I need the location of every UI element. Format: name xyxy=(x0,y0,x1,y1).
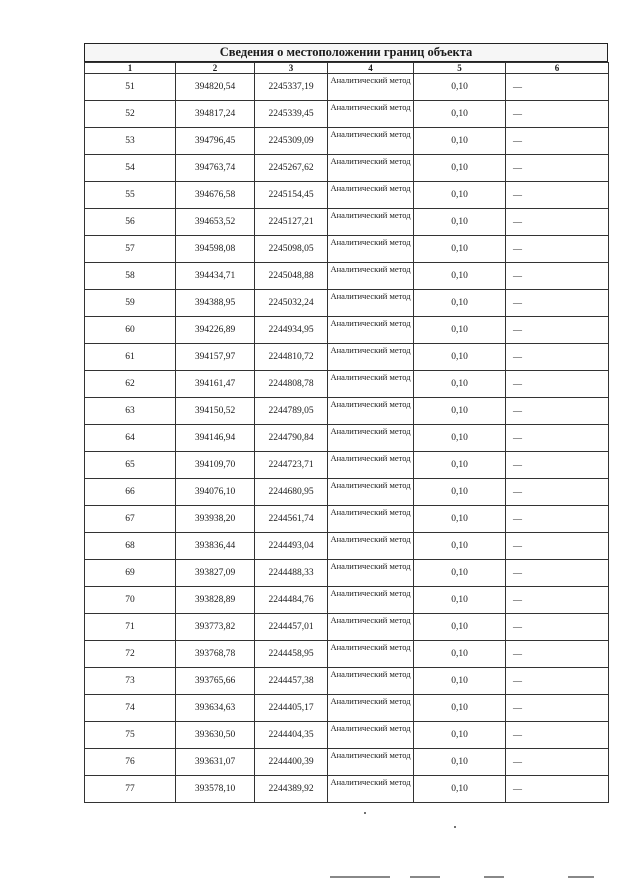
method-cell: Аналитический метод xyxy=(328,425,414,452)
note-cell: — xyxy=(506,128,609,155)
boundary-table-sheet xyxy=(84,43,608,803)
table-row xyxy=(85,479,609,506)
point-number-cell: 54 xyxy=(85,155,176,182)
method-cell: Аналитический метод xyxy=(328,668,414,695)
note-cell: — xyxy=(506,506,609,533)
method-cell: Аналитический метод xyxy=(328,317,414,344)
x-coordinate-cell: 393578,10 xyxy=(176,776,255,803)
accuracy-cell: 0,10 xyxy=(414,209,506,236)
note-cell: — xyxy=(506,722,609,749)
y-coordinate-cell: 2245337,19 xyxy=(255,74,328,101)
table-title: Сведения о местоположении границ объекта xyxy=(84,43,608,62)
method-cell: Аналитический метод xyxy=(328,641,414,668)
accuracy-cell: 0,10 xyxy=(414,560,506,587)
x-coordinate-cell: 394109,70 xyxy=(176,452,255,479)
table-row xyxy=(85,641,609,668)
method-cell: Аналитический метод xyxy=(328,506,414,533)
note-cell: — xyxy=(506,695,609,722)
accuracy-cell: 0,10 xyxy=(414,641,506,668)
note-cell: — xyxy=(506,236,609,263)
method-cell: Аналитический метод xyxy=(328,587,414,614)
x-coordinate-cell: 394598,08 xyxy=(176,236,255,263)
x-coordinate-cell: 393768,78 xyxy=(176,641,255,668)
point-number-cell: 52 xyxy=(85,101,176,128)
y-coordinate-cell: 2244457,01 xyxy=(255,614,328,641)
method-cell: Аналитический метод xyxy=(328,263,414,290)
point-number-cell: 67 xyxy=(85,506,176,533)
accuracy-cell: 0,10 xyxy=(414,236,506,263)
table-row xyxy=(85,101,609,128)
x-coordinate-cell: 394161,47 xyxy=(176,371,255,398)
table-row xyxy=(85,668,609,695)
y-coordinate-cell: 2245267,62 xyxy=(255,155,328,182)
y-coordinate-cell: 2244405,17 xyxy=(255,695,328,722)
accuracy-cell: 0,10 xyxy=(414,749,506,776)
note-cell: — xyxy=(506,668,609,695)
note-cell: — xyxy=(506,155,609,182)
scan-speck xyxy=(454,826,456,828)
x-coordinate-cell: 393765,66 xyxy=(176,668,255,695)
y-coordinate-cell: 2244723,71 xyxy=(255,452,328,479)
y-coordinate-cell: 2244790,84 xyxy=(255,425,328,452)
y-coordinate-cell: 2244389,92 xyxy=(255,776,328,803)
y-coordinate-cell: 2244934,95 xyxy=(255,317,328,344)
x-coordinate-cell: 393836,44 xyxy=(176,533,255,560)
y-coordinate-cell: 2245309,09 xyxy=(255,128,328,155)
note-cell: — xyxy=(506,290,609,317)
method-cell: Аналитический метод xyxy=(328,398,414,425)
x-coordinate-cell: 394676,58 xyxy=(176,182,255,209)
accuracy-cell: 0,10 xyxy=(414,587,506,614)
x-coordinate-cell: 394150,52 xyxy=(176,398,255,425)
column-header: 5 xyxy=(414,63,506,74)
method-cell: Аналитический метод xyxy=(328,74,414,101)
y-coordinate-cell: 2244789,05 xyxy=(255,398,328,425)
point-number-cell: 58 xyxy=(85,263,176,290)
y-coordinate-cell: 2244488,33 xyxy=(255,560,328,587)
accuracy-cell: 0,10 xyxy=(414,695,506,722)
point-number-cell: 73 xyxy=(85,668,176,695)
point-number-cell: 64 xyxy=(85,425,176,452)
accuracy-cell: 0,10 xyxy=(414,371,506,398)
x-coordinate-cell: 393630,50 xyxy=(176,722,255,749)
table-row xyxy=(85,128,609,155)
y-coordinate-cell: 2245048,88 xyxy=(255,263,328,290)
y-coordinate-cell: 2244484,76 xyxy=(255,587,328,614)
note-cell: — xyxy=(506,560,609,587)
table-row xyxy=(85,587,609,614)
table-row xyxy=(85,290,609,317)
table-row xyxy=(85,317,609,344)
x-coordinate-cell: 394076,10 xyxy=(176,479,255,506)
column-header: 6 xyxy=(506,63,609,74)
x-coordinate-cell: 393828,89 xyxy=(176,587,255,614)
method-cell: Аналитический метод xyxy=(328,479,414,506)
accuracy-cell: 0,10 xyxy=(414,452,506,479)
accuracy-cell: 0,10 xyxy=(414,317,506,344)
accuracy-cell: 0,10 xyxy=(414,398,506,425)
y-coordinate-cell: 2244808,78 xyxy=(255,371,328,398)
note-cell: — xyxy=(506,74,609,101)
column-number-row xyxy=(85,63,609,74)
method-cell: Аналитический метод xyxy=(328,722,414,749)
point-number-cell: 72 xyxy=(85,641,176,668)
method-cell: Аналитический метод xyxy=(328,290,414,317)
point-number-cell: 56 xyxy=(85,209,176,236)
y-coordinate-cell: 2245127,21 xyxy=(255,209,328,236)
point-number-cell: 63 xyxy=(85,398,176,425)
method-cell: Аналитический метод xyxy=(328,533,414,560)
point-number-cell: 69 xyxy=(85,560,176,587)
table-row xyxy=(85,74,609,101)
accuracy-cell: 0,10 xyxy=(414,425,506,452)
table-row xyxy=(85,209,609,236)
x-coordinate-cell: 394820,54 xyxy=(176,74,255,101)
note-cell: — xyxy=(506,452,609,479)
point-number-cell: 62 xyxy=(85,371,176,398)
point-number-cell: 57 xyxy=(85,236,176,263)
method-cell: Аналитический метод xyxy=(328,452,414,479)
note-cell: — xyxy=(506,371,609,398)
table-row xyxy=(85,749,609,776)
column-header: 1 xyxy=(85,63,176,74)
method-cell: Аналитический метод xyxy=(328,560,414,587)
note-cell: — xyxy=(506,209,609,236)
method-cell: Аналитический метод xyxy=(328,695,414,722)
note-cell: — xyxy=(506,344,609,371)
accuracy-cell: 0,10 xyxy=(414,668,506,695)
y-coordinate-cell: 2245339,45 xyxy=(255,101,328,128)
accuracy-cell: 0,10 xyxy=(414,722,506,749)
method-cell: Аналитический метод xyxy=(328,236,414,263)
y-coordinate-cell: 2244400,39 xyxy=(255,749,328,776)
point-number-cell: 76 xyxy=(85,749,176,776)
table-row xyxy=(85,182,609,209)
point-number-cell: 65 xyxy=(85,452,176,479)
column-header: 3 xyxy=(255,63,328,74)
y-coordinate-cell: 2244493,04 xyxy=(255,533,328,560)
accuracy-cell: 0,10 xyxy=(414,263,506,290)
x-coordinate-cell: 394796,45 xyxy=(176,128,255,155)
note-cell: — xyxy=(506,614,609,641)
point-number-cell: 61 xyxy=(85,344,176,371)
table-row xyxy=(85,776,609,803)
accuracy-cell: 0,10 xyxy=(414,776,506,803)
scan-edge-marks xyxy=(0,872,640,880)
accuracy-cell: 0,10 xyxy=(414,344,506,371)
x-coordinate-cell: 394157,97 xyxy=(176,344,255,371)
note-cell: — xyxy=(506,317,609,344)
point-number-cell: 74 xyxy=(85,695,176,722)
y-coordinate-cell: 2244680,95 xyxy=(255,479,328,506)
method-cell: Аналитический метод xyxy=(328,155,414,182)
x-coordinate-cell: 394817,24 xyxy=(176,101,255,128)
y-coordinate-cell: 2244458,95 xyxy=(255,641,328,668)
method-cell: Аналитический метод xyxy=(328,344,414,371)
note-cell: — xyxy=(506,749,609,776)
table-row xyxy=(85,506,609,533)
table-row xyxy=(85,155,609,182)
table-row xyxy=(85,236,609,263)
accuracy-cell: 0,10 xyxy=(414,155,506,182)
x-coordinate-cell: 394653,52 xyxy=(176,209,255,236)
note-cell: — xyxy=(506,776,609,803)
y-coordinate-cell: 2244561,74 xyxy=(255,506,328,533)
x-coordinate-cell: 393773,82 xyxy=(176,614,255,641)
method-cell: Аналитический метод xyxy=(328,614,414,641)
y-coordinate-cell: 2245098,05 xyxy=(255,236,328,263)
table-row xyxy=(85,263,609,290)
accuracy-cell: 0,10 xyxy=(414,533,506,560)
note-cell: — xyxy=(506,182,609,209)
table-row xyxy=(85,344,609,371)
table-body xyxy=(85,74,609,803)
note-cell: — xyxy=(506,479,609,506)
accuracy-cell: 0,10 xyxy=(414,128,506,155)
x-coordinate-cell: 394388,95 xyxy=(176,290,255,317)
note-cell: — xyxy=(506,398,609,425)
x-coordinate-cell: 394146,94 xyxy=(176,425,255,452)
method-cell: Аналитический метод xyxy=(328,776,414,803)
point-number-cell: 60 xyxy=(85,317,176,344)
accuracy-cell: 0,10 xyxy=(414,290,506,317)
table-row xyxy=(85,722,609,749)
method-cell: Аналитический метод xyxy=(328,209,414,236)
note-cell: — xyxy=(506,101,609,128)
table-row xyxy=(85,695,609,722)
accuracy-cell: 0,10 xyxy=(414,614,506,641)
y-coordinate-cell: 2245154,45 xyxy=(255,182,328,209)
y-coordinate-cell: 2244457,38 xyxy=(255,668,328,695)
point-number-cell: 51 xyxy=(85,74,176,101)
accuracy-cell: 0,10 xyxy=(414,479,506,506)
method-cell: Аналитический метод xyxy=(328,749,414,776)
scan-speck xyxy=(364,812,366,814)
note-cell: — xyxy=(506,587,609,614)
method-cell: Аналитический метод xyxy=(328,101,414,128)
point-number-cell: 66 xyxy=(85,479,176,506)
note-cell: — xyxy=(506,425,609,452)
y-coordinate-cell: 2244404,35 xyxy=(255,722,328,749)
x-coordinate-cell: 394226,89 xyxy=(176,317,255,344)
x-coordinate-cell: 393827,09 xyxy=(176,560,255,587)
point-number-cell: 68 xyxy=(85,533,176,560)
accuracy-cell: 0,10 xyxy=(414,506,506,533)
point-number-cell: 59 xyxy=(85,290,176,317)
x-coordinate-cell: 394763,74 xyxy=(176,155,255,182)
table-row xyxy=(85,533,609,560)
table-row xyxy=(85,614,609,641)
x-coordinate-cell: 393631,07 xyxy=(176,749,255,776)
method-cell: Аналитический метод xyxy=(328,182,414,209)
y-coordinate-cell: 2245032,24 xyxy=(255,290,328,317)
table-row xyxy=(85,425,609,452)
note-cell: — xyxy=(506,641,609,668)
method-cell: Аналитический метод xyxy=(328,371,414,398)
x-coordinate-cell: 393634,63 xyxy=(176,695,255,722)
boundary-points-table xyxy=(84,62,609,803)
x-coordinate-cell: 393938,20 xyxy=(176,506,255,533)
accuracy-cell: 0,10 xyxy=(414,182,506,209)
table-row xyxy=(85,371,609,398)
column-header: 4 xyxy=(328,63,414,74)
point-number-cell: 71 xyxy=(85,614,176,641)
method-cell: Аналитический метод xyxy=(328,128,414,155)
note-cell: — xyxy=(506,533,609,560)
table-row xyxy=(85,398,609,425)
point-number-cell: 70 xyxy=(85,587,176,614)
x-coordinate-cell: 394434,71 xyxy=(176,263,255,290)
table-row xyxy=(85,452,609,479)
table-row xyxy=(85,560,609,587)
point-number-cell: 75 xyxy=(85,722,176,749)
point-number-cell: 53 xyxy=(85,128,176,155)
column-header: 2 xyxy=(176,63,255,74)
point-number-cell: 55 xyxy=(85,182,176,209)
accuracy-cell: 0,10 xyxy=(414,74,506,101)
note-cell: — xyxy=(506,263,609,290)
accuracy-cell: 0,10 xyxy=(414,101,506,128)
point-number-cell: 77 xyxy=(85,776,176,803)
y-coordinate-cell: 2244810,72 xyxy=(255,344,328,371)
